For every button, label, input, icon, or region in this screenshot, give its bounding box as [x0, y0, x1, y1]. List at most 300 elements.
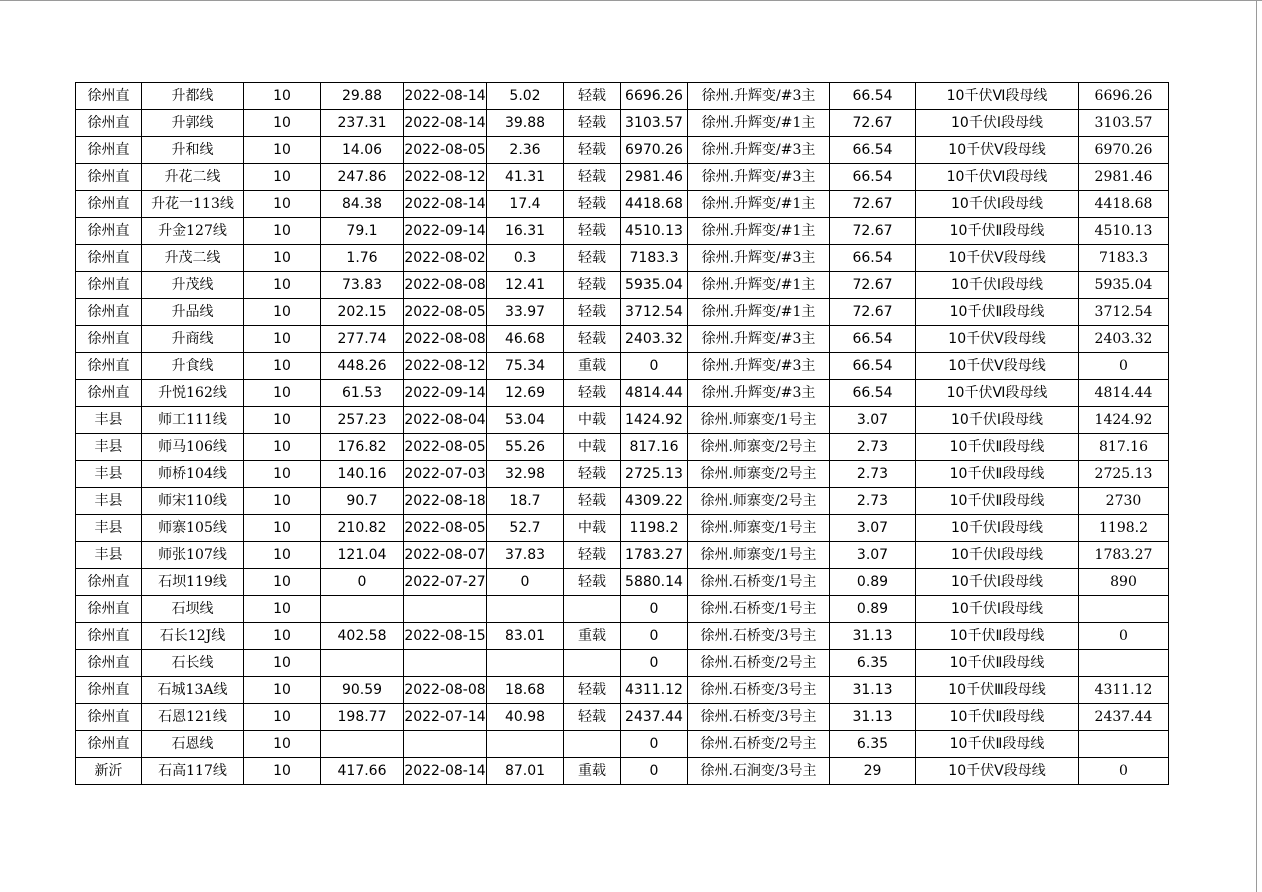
available-capacity-cell	[1079, 650, 1169, 677]
date-cell	[404, 650, 487, 677]
bus-section-cell: 10千伏Ⅴ段母线	[916, 758, 1079, 785]
area-cell: 徐州直	[76, 380, 142, 407]
margin-cell: 0	[621, 353, 688, 380]
load-status-cell	[564, 650, 621, 677]
load-status-cell: 中载	[564, 434, 621, 461]
area-cell: 丰县	[76, 488, 142, 515]
rate-cell: 83.01	[487, 623, 564, 650]
margin-cell: 4309.22	[621, 488, 688, 515]
rate-cell	[487, 596, 564, 623]
line-name-cell: 石城13A线	[142, 677, 244, 704]
line-name-cell: 石坝线	[142, 596, 244, 623]
load-status-cell	[564, 596, 621, 623]
area-cell: 徐州直	[76, 164, 142, 191]
margin-cell: 3712.54	[621, 299, 688, 326]
transformer-rate-cell: 72.67	[830, 110, 916, 137]
transformer-rate-cell: 72.67	[830, 191, 916, 218]
table-row	[76, 569, 1169, 596]
table-row	[76, 380, 1169, 407]
margin-cell: 2437.44	[621, 704, 688, 731]
margin-cell: 4510.13	[621, 218, 688, 245]
transformer-rate-cell: 6.35	[830, 731, 916, 758]
date-cell: 2022-08-14	[404, 83, 487, 110]
rate-cell	[487, 731, 564, 758]
available-capacity-cell: 3103.57	[1079, 110, 1169, 137]
date-cell: 2022-08-05	[404, 299, 487, 326]
voltage-cell: 10	[244, 488, 321, 515]
voltage-cell: 10	[244, 569, 321, 596]
load-status-cell: 轻载	[564, 137, 621, 164]
available-capacity-cell: 890	[1079, 569, 1169, 596]
date-cell	[404, 731, 487, 758]
area-cell: 徐州直	[76, 353, 142, 380]
voltage-cell: 10	[244, 515, 321, 542]
area-cell: 徐州直	[76, 218, 142, 245]
load-status-cell: 轻载	[564, 461, 621, 488]
voltage-cell: 10	[244, 218, 321, 245]
bus-section-cell: 10千伏Ⅰ段母线	[916, 191, 1079, 218]
line-name-cell: 师工111线	[142, 407, 244, 434]
load-cell: 79.1	[321, 218, 404, 245]
load-cell: 84.38	[321, 191, 404, 218]
rate-cell: 46.68	[487, 326, 564, 353]
load-cell: 448.26	[321, 353, 404, 380]
transformer-rate-cell: 3.07	[830, 515, 916, 542]
margin-cell: 6696.26	[621, 83, 688, 110]
transformer-cell: 徐州.师寨变/1号主	[688, 407, 830, 434]
margin-cell: 0	[621, 758, 688, 785]
available-capacity-cell: 4814.44	[1079, 380, 1169, 407]
margin-cell: 0	[621, 650, 688, 677]
transformer-cell: 徐州.石桥变/3号主	[688, 677, 830, 704]
table-row	[76, 758, 1169, 785]
load-cell: 90.7	[321, 488, 404, 515]
transformer-cell: 徐州.石涧变/3号主	[688, 758, 830, 785]
available-capacity-cell: 4510.13	[1079, 218, 1169, 245]
load-status-cell: 中载	[564, 407, 621, 434]
table-row	[76, 299, 1169, 326]
rate-cell: 0.3	[487, 245, 564, 272]
transformer-cell: 徐州.升辉变/#1主	[688, 299, 830, 326]
bus-section-cell: 10千伏Ⅱ段母线	[916, 461, 1079, 488]
line-name-cell: 石恩线	[142, 731, 244, 758]
date-cell: 2022-08-05	[404, 515, 487, 542]
voltage-cell: 10	[244, 272, 321, 299]
line-name-cell: 升郭线	[142, 110, 244, 137]
available-capacity-cell: 1198.2	[1079, 515, 1169, 542]
table-row	[76, 191, 1169, 218]
date-cell: 2022-08-18	[404, 488, 487, 515]
table-row	[76, 83, 1169, 110]
line-name-cell: 石长12J线	[142, 623, 244, 650]
bus-section-cell: 10千伏Ⅰ段母线	[916, 542, 1079, 569]
area-cell: 徐州直	[76, 623, 142, 650]
voltage-cell: 10	[244, 704, 321, 731]
line-name-cell: 石高117线	[142, 758, 244, 785]
load-status-cell: 中载	[564, 515, 621, 542]
available-capacity-cell: 0	[1079, 623, 1169, 650]
load-cell: 1.76	[321, 245, 404, 272]
table-body	[76, 83, 1169, 785]
available-capacity-cell	[1079, 596, 1169, 623]
bus-section-cell: 10千伏Ⅱ段母线	[916, 704, 1079, 731]
voltage-cell: 10	[244, 83, 321, 110]
transformer-cell: 徐州.升辉变/#1主	[688, 272, 830, 299]
bus-section-cell: 10千伏Ⅱ段母线	[916, 623, 1079, 650]
page-top-border	[0, 0, 1262, 1]
load-cell: 73.83	[321, 272, 404, 299]
transformer-rate-cell: 72.67	[830, 218, 916, 245]
line-name-cell: 师张107线	[142, 542, 244, 569]
load-status-cell: 轻载	[564, 299, 621, 326]
bus-section-cell: 10千伏Ⅱ段母线	[916, 650, 1079, 677]
rate-cell: 55.26	[487, 434, 564, 461]
area-cell: 徐州直	[76, 110, 142, 137]
load-status-cell	[564, 731, 621, 758]
rate-cell	[487, 650, 564, 677]
load-status-cell: 轻载	[564, 326, 621, 353]
load-cell	[321, 650, 404, 677]
date-cell: 2022-07-14	[404, 704, 487, 731]
available-capacity-cell: 2437.44	[1079, 704, 1169, 731]
rate-cell: 32.98	[487, 461, 564, 488]
bus-section-cell: 10千伏Ⅱ段母线	[916, 434, 1079, 461]
transformer-cell: 徐州.石桥变/3号主	[688, 704, 830, 731]
area-cell: 徐州直	[76, 677, 142, 704]
load-status-cell: 轻载	[564, 704, 621, 731]
load-status-cell: 重载	[564, 623, 621, 650]
transformer-cell: 徐州.师寨变/1号主	[688, 515, 830, 542]
available-capacity-cell: 4311.12	[1079, 677, 1169, 704]
voltage-cell: 10	[244, 299, 321, 326]
transformer-rate-cell: 2.73	[830, 461, 916, 488]
date-cell: 2022-08-05	[404, 137, 487, 164]
load-cell: 237.31	[321, 110, 404, 137]
transformer-cell: 徐州.升辉变/#3主	[688, 164, 830, 191]
rate-cell: 12.41	[487, 272, 564, 299]
line-name-cell: 师宋110线	[142, 488, 244, 515]
transformer-cell: 徐州.石桥变/2号主	[688, 731, 830, 758]
bus-section-cell: 10千伏Ⅱ段母线	[916, 488, 1079, 515]
rate-cell: 12.69	[487, 380, 564, 407]
transformer-cell: 徐州.师寨变/2号主	[688, 434, 830, 461]
line-name-cell: 师桥104线	[142, 461, 244, 488]
margin-cell: 0	[621, 731, 688, 758]
available-capacity-cell: 3712.54	[1079, 299, 1169, 326]
date-cell: 2022-07-03	[404, 461, 487, 488]
transformer-cell: 徐州.升辉变/#1主	[688, 110, 830, 137]
load-status-cell: 轻载	[564, 110, 621, 137]
voltage-cell: 10	[244, 380, 321, 407]
bus-section-cell: 10千伏Ⅴ段母线	[916, 353, 1079, 380]
available-capacity-cell: 2403.32	[1079, 326, 1169, 353]
feeder-load-table	[75, 82, 1169, 785]
line-name-cell: 升茂二线	[142, 245, 244, 272]
rate-cell: 33.97	[487, 299, 564, 326]
available-capacity-cell: 2725.13	[1079, 461, 1169, 488]
date-cell: 2022-09-14	[404, 218, 487, 245]
line-name-cell: 升花一113线	[142, 191, 244, 218]
transformer-rate-cell: 2.73	[830, 488, 916, 515]
transformer-rate-cell: 31.13	[830, 704, 916, 731]
bus-section-cell: 10千伏Ⅰ段母线	[916, 515, 1079, 542]
bus-section-cell: 10千伏Ⅰ段母线	[916, 569, 1079, 596]
date-cell: 2022-08-07	[404, 542, 487, 569]
page-right-border	[1256, 0, 1257, 892]
line-name-cell: 升茂线	[142, 272, 244, 299]
transformer-rate-cell: 3.07	[830, 542, 916, 569]
voltage-cell: 10	[244, 434, 321, 461]
bus-section-cell: 10千伏Ⅰ段母线	[916, 110, 1079, 137]
load-cell: 202.15	[321, 299, 404, 326]
table-row	[76, 326, 1169, 353]
table-row	[76, 515, 1169, 542]
table-row	[76, 650, 1169, 677]
area-cell: 丰县	[76, 515, 142, 542]
area-cell: 徐州直	[76, 272, 142, 299]
margin-cell: 1424.92	[621, 407, 688, 434]
transformer-cell: 徐州.升辉变/#3主	[688, 380, 830, 407]
bus-section-cell: 10千伏Ⅱ段母线	[916, 299, 1079, 326]
rate-cell: 18.68	[487, 677, 564, 704]
voltage-cell: 10	[244, 758, 321, 785]
area-cell: 新沂	[76, 758, 142, 785]
load-status-cell: 轻载	[564, 218, 621, 245]
rate-cell: 0	[487, 569, 564, 596]
load-status-cell: 轻载	[564, 569, 621, 596]
date-cell: 2022-07-27	[404, 569, 487, 596]
bus-section-cell: 10千伏Ⅵ段母线	[916, 83, 1079, 110]
area-cell: 徐州直	[76, 650, 142, 677]
rate-cell: 40.98	[487, 704, 564, 731]
load-cell: 61.53	[321, 380, 404, 407]
load-status-cell: 重载	[564, 758, 621, 785]
bus-section-cell: 10千伏Ⅵ段母线	[916, 164, 1079, 191]
rate-cell: 53.04	[487, 407, 564, 434]
voltage-cell: 10	[244, 353, 321, 380]
transformer-cell: 徐州.师寨变/2号主	[688, 488, 830, 515]
line-name-cell: 师寨105线	[142, 515, 244, 542]
transformer-rate-cell: 72.67	[830, 272, 916, 299]
rate-cell: 2.36	[487, 137, 564, 164]
voltage-cell: 10	[244, 245, 321, 272]
area-cell: 徐州直	[76, 299, 142, 326]
area-cell: 徐州直	[76, 569, 142, 596]
transformer-rate-cell: 66.54	[830, 245, 916, 272]
margin-cell: 6970.26	[621, 137, 688, 164]
table-row	[76, 434, 1169, 461]
margin-cell: 3103.57	[621, 110, 688, 137]
date-cell: 2022-08-08	[404, 677, 487, 704]
transformer-rate-cell: 0.89	[830, 569, 916, 596]
line-name-cell: 升商线	[142, 326, 244, 353]
date-cell: 2022-08-14	[404, 110, 487, 137]
load-cell: 121.04	[321, 542, 404, 569]
margin-cell: 4814.44	[621, 380, 688, 407]
load-status-cell: 轻载	[564, 245, 621, 272]
load-status-cell: 轻载	[564, 191, 621, 218]
transformer-cell: 徐州.升辉变/#3主	[688, 83, 830, 110]
load-cell: 247.86	[321, 164, 404, 191]
margin-cell: 2725.13	[621, 461, 688, 488]
load-cell: 402.58	[321, 623, 404, 650]
table-row	[76, 272, 1169, 299]
rate-cell: 39.88	[487, 110, 564, 137]
date-cell: 2022-08-14	[404, 191, 487, 218]
available-capacity-cell: 0	[1079, 353, 1169, 380]
table-row	[76, 623, 1169, 650]
transformer-rate-cell: 66.54	[830, 164, 916, 191]
load-cell: 198.77	[321, 704, 404, 731]
area-cell: 丰县	[76, 434, 142, 461]
transformer-cell: 徐州.升辉变/#1主	[688, 191, 830, 218]
bus-section-cell: 10千伏Ⅵ段母线	[916, 380, 1079, 407]
date-cell: 2022-08-05	[404, 434, 487, 461]
area-cell: 徐州直	[76, 704, 142, 731]
line-name-cell: 石坝119线	[142, 569, 244, 596]
date-cell: 2022-08-08	[404, 272, 487, 299]
table-row	[76, 542, 1169, 569]
voltage-cell: 10	[244, 461, 321, 488]
rate-cell: 18.7	[487, 488, 564, 515]
transformer-cell: 徐州.升辉变/#3主	[688, 137, 830, 164]
date-cell: 2022-08-15	[404, 623, 487, 650]
available-capacity-cell: 7183.3	[1079, 245, 1169, 272]
table-row	[76, 137, 1169, 164]
bus-section-cell: 10千伏Ⅰ段母线	[916, 407, 1079, 434]
margin-cell: 4311.12	[621, 677, 688, 704]
margin-cell: 1783.27	[621, 542, 688, 569]
line-name-cell: 升和线	[142, 137, 244, 164]
date-cell: 2022-08-12	[404, 353, 487, 380]
available-capacity-cell: 817.16	[1079, 434, 1169, 461]
load-cell: 277.74	[321, 326, 404, 353]
line-name-cell: 石长线	[142, 650, 244, 677]
transformer-rate-cell: 72.67	[830, 299, 916, 326]
table-row	[76, 461, 1169, 488]
margin-cell: 2403.32	[621, 326, 688, 353]
bus-section-cell: 10千伏Ⅴ段母线	[916, 326, 1079, 353]
available-capacity-cell: 5935.04	[1079, 272, 1169, 299]
voltage-cell: 10	[244, 731, 321, 758]
table-row	[76, 218, 1169, 245]
margin-cell: 7183.3	[621, 245, 688, 272]
rate-cell: 16.31	[487, 218, 564, 245]
available-capacity-cell: 6696.26	[1079, 83, 1169, 110]
bus-section-cell: 10千伏Ⅴ段母线	[916, 245, 1079, 272]
area-cell: 丰县	[76, 542, 142, 569]
voltage-cell: 10	[244, 596, 321, 623]
area-cell: 丰县	[76, 407, 142, 434]
table-row	[76, 731, 1169, 758]
area-cell: 丰县	[76, 461, 142, 488]
bus-section-cell: 10千伏Ⅲ段母线	[916, 677, 1079, 704]
table-row	[76, 110, 1169, 137]
transformer-cell: 徐州.石桥变/1号主	[688, 569, 830, 596]
date-cell: 2022-08-14	[404, 758, 487, 785]
transformer-cell: 徐州.师寨变/1号主	[688, 542, 830, 569]
transformer-rate-cell: 31.13	[830, 623, 916, 650]
load-status-cell: 轻载	[564, 542, 621, 569]
transformer-cell: 徐州.石桥变/2号主	[688, 650, 830, 677]
transformer-rate-cell: 2.73	[830, 434, 916, 461]
margin-cell: 4418.68	[621, 191, 688, 218]
transformer-cell: 徐州.师寨变/2号主	[688, 461, 830, 488]
voltage-cell: 10	[244, 650, 321, 677]
load-cell: 90.59	[321, 677, 404, 704]
load-cell: 210.82	[321, 515, 404, 542]
table-row	[76, 407, 1169, 434]
transformer-cell: 徐州.升辉变/#3主	[688, 353, 830, 380]
load-status-cell: 轻载	[564, 272, 621, 299]
available-capacity-cell: 0	[1079, 758, 1169, 785]
margin-cell: 0	[621, 596, 688, 623]
transformer-rate-cell: 66.54	[830, 380, 916, 407]
area-cell: 徐州直	[76, 326, 142, 353]
area-cell: 徐州直	[76, 731, 142, 758]
load-status-cell: 轻载	[564, 677, 621, 704]
transformer-rate-cell: 31.13	[830, 677, 916, 704]
margin-cell: 5880.14	[621, 569, 688, 596]
load-cell: 140.16	[321, 461, 404, 488]
load-cell	[321, 596, 404, 623]
line-name-cell: 师马106线	[142, 434, 244, 461]
area-cell: 徐州直	[76, 245, 142, 272]
transformer-cell: 徐州.升辉变/#3主	[688, 245, 830, 272]
date-cell: 2022-08-04	[404, 407, 487, 434]
bus-section-cell: 10千伏Ⅰ段母线	[916, 272, 1079, 299]
bus-section-cell: 10千伏Ⅰ段母线	[916, 596, 1079, 623]
transformer-cell: 徐州.升辉变/#3主	[688, 326, 830, 353]
transformer-rate-cell: 66.54	[830, 137, 916, 164]
available-capacity-cell: 6970.26	[1079, 137, 1169, 164]
line-name-cell: 升花二线	[142, 164, 244, 191]
rate-cell: 41.31	[487, 164, 564, 191]
date-cell: 2022-08-02	[404, 245, 487, 272]
available-capacity-cell: 1424.92	[1079, 407, 1169, 434]
load-status-cell: 轻载	[564, 380, 621, 407]
load-status-cell: 轻载	[564, 164, 621, 191]
line-name-cell: 升食线	[142, 353, 244, 380]
available-capacity-cell: 2730	[1079, 488, 1169, 515]
load-status-cell: 重载	[564, 353, 621, 380]
rate-cell: 37.83	[487, 542, 564, 569]
load-cell: 176.82	[321, 434, 404, 461]
load-cell: 257.23	[321, 407, 404, 434]
rate-cell: 52.7	[487, 515, 564, 542]
voltage-cell: 10	[244, 623, 321, 650]
area-cell: 徐州直	[76, 191, 142, 218]
transformer-rate-cell: 6.35	[830, 650, 916, 677]
table-row	[76, 704, 1169, 731]
transformer-rate-cell: 66.54	[830, 353, 916, 380]
area-cell: 徐州直	[76, 83, 142, 110]
load-status-cell: 轻载	[564, 488, 621, 515]
date-cell: 2022-08-08	[404, 326, 487, 353]
margin-cell: 2981.46	[621, 164, 688, 191]
line-name-cell: 石恩121线	[142, 704, 244, 731]
transformer-cell: 徐州.石桥变/3号主	[688, 623, 830, 650]
line-name-cell: 升金127线	[142, 218, 244, 245]
bus-section-cell: 10千伏Ⅱ段母线	[916, 218, 1079, 245]
line-name-cell: 升品线	[142, 299, 244, 326]
transformer-cell: 徐州.石桥变/1号主	[688, 596, 830, 623]
voltage-cell: 10	[244, 407, 321, 434]
area-cell: 徐州直	[76, 596, 142, 623]
load-cell	[321, 731, 404, 758]
date-cell: 2022-08-12	[404, 164, 487, 191]
bus-section-cell: 10千伏Ⅴ段母线	[916, 137, 1079, 164]
